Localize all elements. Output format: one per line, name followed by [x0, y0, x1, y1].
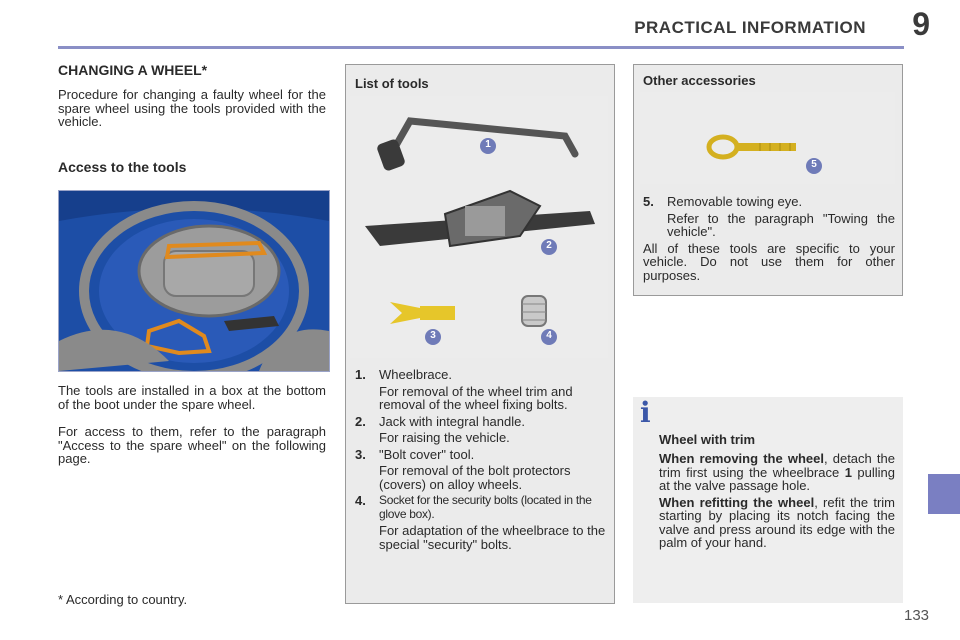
footnote: * According to country.: [58, 592, 188, 607]
tool-2-number: 2.: [355, 413, 366, 429]
tool-2-desc: For raising the vehicle.: [379, 430, 510, 445]
boot-photo-illustration: [59, 191, 329, 371]
badge-2-label: 2: [546, 240, 552, 251]
accessory-5-desc: Refer to the paragraph "Towing the vehicle".: [667, 210, 895, 239]
badge-1: [479, 137, 497, 160]
access-reference-text: For access to them, refer to the paragraph "Access to the spare wheel" on the following page.: [58, 424, 326, 466]
boot-tools-photo: [58, 190, 330, 372]
badge-1-label: 1: [485, 139, 491, 150]
intro-text: Procedure for changing a faulty wheel for the spare wheel using the tools provided with the vehicle.: [58, 87, 326, 129]
towing-eye-drawing: [640, 92, 895, 184]
section-title: CHANGING A WHEEL*: [58, 62, 208, 78]
header-rule: [58, 46, 904, 49]
tool-3-number: 3.: [355, 446, 366, 462]
tool-1-number: 1.: [355, 367, 366, 382]
towing-eye-illustration: [640, 92, 895, 184]
info-refit-text: [659, 496, 895, 550]
accessory-5-number: 5.: [643, 194, 654, 209]
accessory-item-5: [643, 195, 895, 209]
tools-illustration: [350, 96, 608, 358]
tool-4-number: 4.: [355, 493, 366, 508]
badge-5-label: 5: [811, 159, 817, 170]
info-remove-bold: When removing the wheel: [659, 451, 824, 466]
info-refit-bold: When refitting the wheel: [659, 494, 815, 510]
page-number: 133: [904, 607, 930, 624]
badge-4-label: 4: [546, 330, 552, 341]
tool-4-name: Socket for the security bolts (located in the glove box).: [379, 493, 592, 521]
info-remove-num: 1: [844, 464, 852, 480]
accessories-box-title: Other accessories: [643, 73, 756, 88]
accessories-list: [643, 195, 895, 282]
tool-item-3: [355, 448, 607, 462]
tools-list: [355, 368, 607, 551]
tool-item-1: [355, 368, 607, 382]
tools-location-text: The tools are installed in a box at the bottom of the boot under the spare wheel.: [58, 383, 326, 412]
header-title: PRACTICAL INFORMATION: [634, 18, 866, 37]
info-remove-b: pulling at the valve passage hole.: [659, 464, 895, 493]
tools-drawing: [350, 96, 608, 358]
info-icon: i: [640, 396, 651, 429]
badge-5: [805, 157, 823, 180]
accessory-5-name: Removable towing eye.: [667, 194, 803, 209]
info-content: [659, 432, 895, 550]
accessories-note: All of these tools are specific to your vehicle. Do not use them for other purposes.: [643, 240, 895, 283]
info-title: Wheel with trim: [659, 432, 756, 447]
tools-box-title: List of tools: [355, 76, 429, 91]
info-remove-text: [659, 452, 895, 493]
badge-2: [540, 238, 558, 261]
chapter-number: 9: [912, 6, 930, 42]
badge-3-label: 3: [430, 330, 436, 341]
info-refit-rest: , refit the trim starting by placing its notch facing the valve and press around its edge with the palm of your hand.: [659, 494, 895, 550]
tool-3-name: "Bolt cover" tool.: [379, 446, 475, 462]
badge-4: [540, 328, 558, 351]
tool-2-name: Jack with integral handle.: [379, 413, 525, 429]
tool-item-2: [355, 415, 607, 429]
tool-1-name: Wheelbrace.: [379, 367, 452, 382]
badge-3: [424, 328, 442, 351]
chapter-tab: [928, 474, 960, 514]
info-remove-a: , detach the trim first using the wheelbrace: [659, 451, 895, 480]
tool-4-desc: For adaptation of the wheelbrace to the special "security" bolts.: [379, 523, 606, 552]
tool-item-4: [355, 494, 607, 521]
access-heading: Access to the tools: [58, 159, 187, 175]
tool-1-desc: For removal of the wheel trim and removal of the wheel fixing bolts.: [379, 383, 573, 412]
tool-3-desc: For removal of the bolt protectors (covers) on alloy wheels.: [379, 463, 571, 492]
